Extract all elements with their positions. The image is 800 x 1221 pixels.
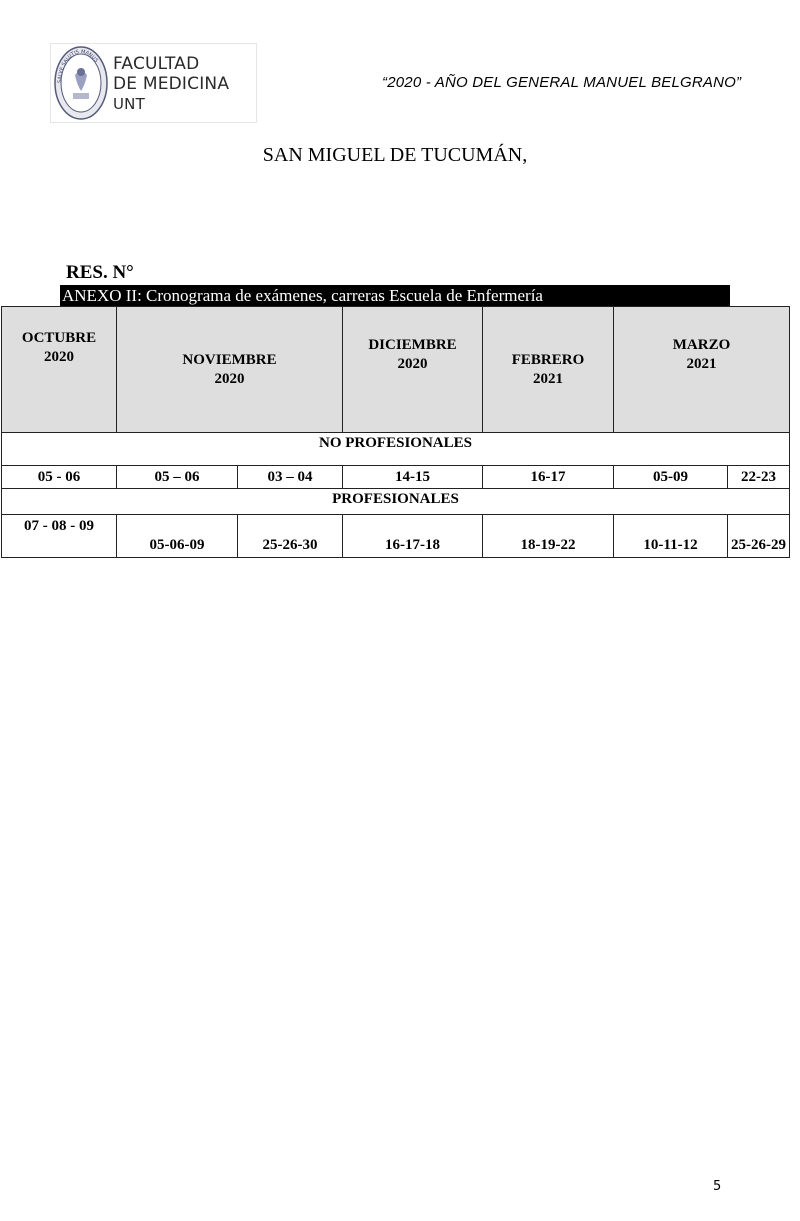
date-cell: 22-23 — [728, 466, 790, 489]
page-number: 5 — [713, 1179, 722, 1194]
month-header — [2, 307, 117, 433]
months-header-row — [2, 307, 790, 433]
annex-title: ANEXO II: Cronograma de exámenes, carreras Escuela de Enfermería — [60, 285, 730, 306]
date-cell: 18-19-22 — [483, 515, 614, 558]
section-row — [2, 433, 790, 466]
dates-row — [2, 515, 790, 558]
month-header — [117, 307, 343, 433]
dates-row — [2, 466, 790, 489]
year-motto: “2020 - AÑO DEL GENERAL MANUEL BELGRANO” — [382, 74, 742, 91]
date-cell: 05 - 06 — [2, 466, 117, 489]
date-cell: 05-06-09 — [117, 515, 238, 558]
logo-wordmark — [113, 54, 229, 114]
month-year: 2020 — [397, 356, 428, 372]
faculty-logo — [50, 43, 257, 123]
exam-schedule-table — [1, 306, 790, 558]
date-cell: 10-11-12 — [614, 515, 728, 558]
date-cell: 14-15 — [343, 466, 483, 489]
month-year: 2020 — [44, 349, 74, 365]
date-cell: 16-17 — [483, 466, 614, 489]
date-cell: 03 – 04 — [238, 466, 343, 489]
date-cell: 05-09 — [614, 466, 728, 489]
section-row — [2, 489, 790, 515]
month-year: 2020 — [214, 370, 245, 387]
month-header — [343, 307, 483, 433]
date-cell: 07 - 08 - 09 — [2, 515, 117, 558]
month-header — [614, 307, 790, 433]
month-name: OCTUBRE — [21, 330, 97, 346]
logo-line-2: DE MEDICINA — [113, 74, 230, 94]
month-header — [483, 307, 614, 433]
date-cell: 25-26-30 — [238, 515, 343, 558]
section-title: PROFESIONALES — [2, 489, 790, 515]
month-name: NOVIEMBRE — [182, 351, 277, 368]
month-name: DICIEMBRE — [368, 337, 457, 353]
university-seal-icon — [53, 45, 109, 121]
logo-line-3: UNT — [113, 95, 145, 113]
date-cell: 25-26-29 — [728, 515, 790, 558]
resolution-label: RES. N° — [66, 262, 134, 283]
date-cell: 16-17-18 — [343, 515, 483, 558]
logo-line-1: FACULTAD — [113, 54, 200, 74]
month-year: 2021 — [533, 370, 563, 387]
seal-text: SALVE SALUTIS MANUS — [56, 48, 99, 84]
month-year: 2021 — [686, 356, 717, 372]
month-name: FEBRERO — [511, 351, 585, 368]
city-heading: SAN MIGUEL DE TUCUMÁN, — [262, 144, 528, 166]
section-title: NO PROFESIONALES — [2, 433, 790, 466]
date-cell: 05 – 06 — [117, 466, 238, 489]
month-name: MARZO — [672, 337, 731, 353]
